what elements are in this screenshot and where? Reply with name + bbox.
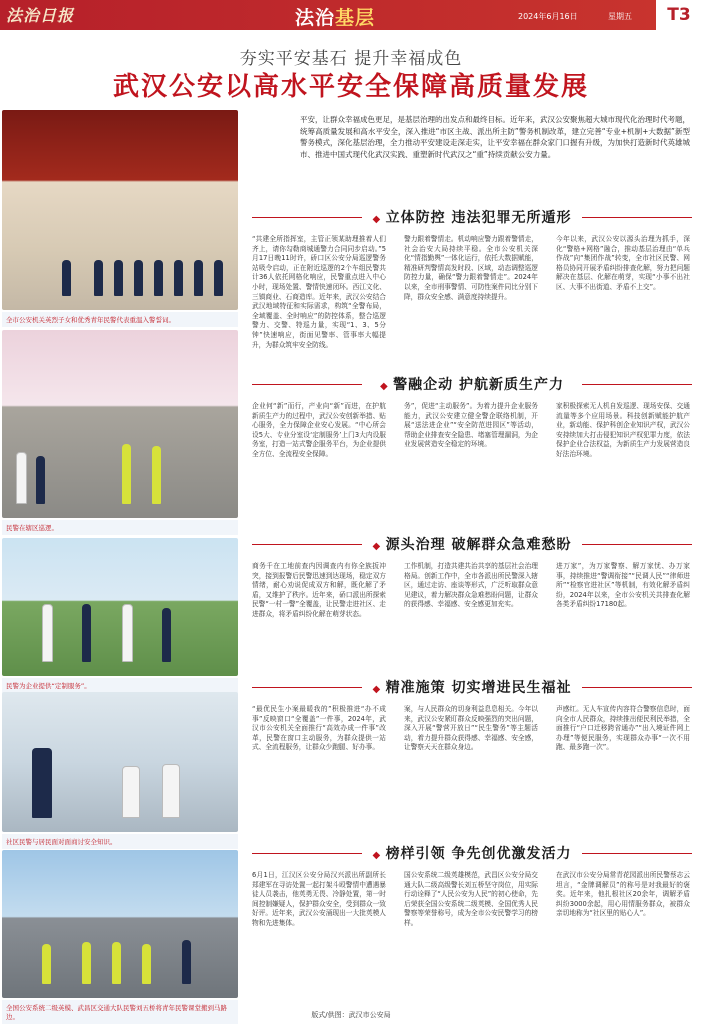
- resident-figure: [122, 766, 140, 818]
- resident-figure: [162, 608, 171, 662]
- photo-caption: 全国公安系统二级英模、武昌区交通大队民警刘五桥将青年民警课堂搬到马路边。: [2, 1000, 238, 1024]
- photo-community-talk: [2, 692, 238, 832]
- body-column: 商务千在工地前查内因调查内有你全族扳冲突，接到报警后民警迅速到达现场，稳定双方情绪，耐心劝说促成双方和解，既化解了矛盾，又维护了秩序。近年来，硚口派出所探索民警“一村一警”全覆盖，让民警走进社区、走进群众，将矛盾纠纷化解在萌芽状态。: [252, 562, 386, 618]
- officer-figure: [112, 942, 121, 984]
- officer-figure: [134, 260, 143, 296]
- photo-oath-ceremony: [2, 110, 238, 310]
- officer-figure: [62, 260, 71, 296]
- page-footer: 版式/供图：武汉市公安局: [311, 1011, 391, 1019]
- body-column: 案，与人民群众的切身利益息息相关。今年以来，武汉公安紧盯群众反映强烈的突出问题，深入开展“警营开放日”“民生警务”等主题活动，着力提升群众获得感、幸福感、安全感，让警察天天在群众身边。: [404, 705, 538, 752]
- body-column: 6月1日，江汉区公安分局汉兴派出所副所长郑建军在寻访处置一起打架斗殴警情中遭遇暴徒人员袭击，他英勇无畏、冷静处置，第一时间控制嫌疑人，保护群众安全，受到群众一致好评。近年来，武汉公安涌现出一大批英模人物和先进集体。: [252, 871, 386, 927]
- section-heading-text: [252, 677, 692, 697]
- section-heading-text: [252, 207, 692, 227]
- diamond-icon: ◆: [379, 381, 394, 392]
- section-heading: [252, 534, 692, 556]
- heading-label: 立体防控 违法犯罪无所遁形: [385, 210, 572, 226]
- body-column: 务”，促进“主动服务”。为着力提升企业服务能力，武汉公安建立健全警企联络机制，开展“送法进企业”“安全防范进园区”等活动，帮助企业排查安全隐患、堵塞管理漏洞，为企业发展营造安全稳定的环境。: [404, 402, 538, 449]
- section-main: 法治: [295, 7, 336, 29]
- officer-figure: [94, 260, 103, 296]
- issue-date: 2024年6月16日: [518, 12, 578, 21]
- section-heading-text: [252, 374, 692, 394]
- officer-figure: [114, 260, 123, 296]
- officer-figure: [42, 944, 51, 984]
- diamond-icon: ◆: [372, 684, 386, 695]
- article-subtitle: 夯实平安基石 提升幸福成色: [239, 49, 463, 69]
- diamond-icon: ◆: [372, 850, 386, 861]
- photo-caption: 社区民警与居民面对面商讨安全知识。: [2, 834, 238, 849]
- body-column: 在武汉市公安分局常青花园派出所民警蔡志云坦言，“金牌调解员”的称号是对我最好的褒奖。近年来，他扎根社区20余年，调解矛盾纠纷3000余起，用心用情服务群众，被群众亲切地称为“社区里的贴心人”。: [556, 871, 690, 918]
- weekday-label: 星期五: [608, 12, 632, 21]
- article-intro: 平安，让群众幸福成色更足，是基层治理的出发点和最终目标。近年来，武汉公安聚焦超大城市现代化治理时代考题，统筹高质量发展和高水平安全，深入推进“市区主战、派出所主防”警务机制改革，建立完善“专业+机制+大数据”新型警务模式，深化基层治理，全力推动平安建设走深走实，让平安幸福在群众家门口握有升级，为加快打造新时代英雄城市、推进中国式现代化武汉实践、重塑新时代武汉之“重”持续贡献公安力量。: [300, 115, 690, 159]
- officer-figure: [42, 604, 53, 662]
- body-column: 企业何“新”而行，产业向“新”而进，在护航新质生产力的过程中，武汉公安创新举措、贴心服务，全力保障企业安心发展。“中心所会设5大、专业分室设‘定制服务’上门3大内设服务室，打造一站式警企服务平台，为企业提供全方位、全流程安全保障。: [252, 402, 386, 458]
- officer-figure: [82, 942, 91, 984]
- officer-figure: [142, 944, 151, 984]
- page-number: T3: [656, 0, 702, 30]
- officer-figure: [122, 444, 131, 504]
- body-column: 工作机制，打造共建共治共享的基层社会治理格局。创新工作中，全市各派出所民警深入辖区，通过走访、座谈等形式，广泛听取群众意见建议，着力解决群众急难愁盼问题，让群众的获得感、幸福感、安全感更加充实。: [404, 562, 538, 609]
- section-heading: [252, 843, 692, 865]
- section-heading-text: [252, 534, 692, 554]
- photo-caption: 民警在辖区巡逻。: [2, 520, 238, 535]
- officer-figure: [122, 604, 133, 662]
- officer-figure: [154, 260, 163, 296]
- body-column: 家积极探索无人机自发巡逻、现场安保、交通流量等多个应用场景。科技创新赋能护航产业，新动能、保护科创企业知识产权，武汉公安持续加大打击侵犯知识产权犯罪力度，依法保护企业合法权益，为新质生产力发展营造良好法治环境。: [556, 402, 690, 458]
- resident-figure: [36, 456, 45, 504]
- diamond-icon: ◆: [372, 214, 386, 225]
- officer-figure: [214, 260, 223, 296]
- photo-traffic-class: [2, 850, 238, 998]
- heading-label: 精准施策 切实增进民生福祉: [385, 680, 572, 696]
- section-heading-text: [252, 843, 692, 863]
- officer-figure: [82, 604, 91, 662]
- section-heading: [252, 207, 692, 229]
- masthead: [0, 0, 702, 30]
- photo-enterprise-service: [2, 538, 238, 676]
- officer-figure: [174, 260, 183, 296]
- section-title: [295, 3, 375, 30]
- resident-figure: [16, 452, 27, 504]
- officer-figure: [32, 748, 52, 818]
- body-column: 今年以来，武汉公安以源头治理为抓手，深化“警格+网格”融合，推动基层治理由“单兵作战”向“集团作战”转变，全市社区民警、网格员协同开展矛盾纠纷排查化解，努力把问题解决在基层、化解在萌芽，实现“小事不出社区、大事不出街道、矛盾不上交”。: [556, 235, 690, 291]
- body-column: 国公安系统二级英雄模范，武昌区公安分局交通大队二级高级警长刘五桥坚守岗位，用实际行动诠释了“人民公安为人民”的初心使命，先后荣获全国公安系统二级英模、全国优秀人民警察等荣誉称号，成为全市公安民警学习的榜样。: [404, 871, 538, 927]
- body-column: 警力跟着警情走。机动响应警力跟着警情走，社会治安大局持续平稳。全市公安机关深化“情指勤舆”一体化运行，依托大数据赋能，精准研判警情高发时段、区域，动态调整巡逻防控力量，确保“警力跟着警情走”。2024年以来，全市刑事警情、可防性案件同比分别下降，群众安全感、满意度持续提升。: [404, 235, 538, 301]
- officer-figure: [182, 940, 191, 984]
- section-heading: [252, 374, 692, 396]
- photo-caption: 全市公安机关英烈子女和优秀青年民警代表重温入警誓词。: [2, 312, 238, 327]
- body-column: 声感红。无人车宣传内容符合警察信息时，面向全市人民群众，持续推出便民利民举措，全面推行“户口迁移跨省通办”“出入境证件网上办理”等便民服务，实现群众办事“一次不用跑、最多跑一次”。: [556, 705, 690, 752]
- diamond-icon: ◆: [372, 541, 386, 552]
- article-title: 武汉公安以高水平安全保障高质量发展: [112, 72, 589, 102]
- photo-patrol: [2, 330, 238, 518]
- body-column: “共建全所指挥室，主管正领某助理推着人们齐上，请你勾勒商城通警力合同同步启动。”5月17日晚11时许，硚口区公安分局巡逻警务站吸令启动，正在附近巡逻的2个车组民警共计36人依托网格化响应，民警重点进入中心小时，现场处置、警情快速闭环。西江文化、三镇商业、石商造库。近年来，武汉公安结合武汉地域特征和实际需求，构筑“全警布局，全域覆盖、全时响应”的防控体系，整合巡逻警力、交警、特巡力量，实现“1、3、5分钟”快速响应，街面见警率、管事率大幅提升，为群众筑牢安全防线。: [252, 235, 386, 349]
- body-column: “最优民生小案最暖我的”积极推进“办不成事”反映窗口“全覆盖”一件事，2024年，武汉市公安机关全面推行“高效办成一件事”改革，民警在窗口主动服务，为群众提供一站式、全流程服务，让群众少跑腿、好办事。: [252, 705, 386, 752]
- newspaper-logo: 法治日报: [6, 6, 75, 25]
- heading-label: 榜样引领 争先创优激发活力: [385, 846, 572, 862]
- body-column: 进万家”，为万家警察、解万家忧、办万家事，持续推进“警调衔接”“民调人民”“律师进所”“检察官进社区”等机制，有效化解矛盾纠纷，2024年以来，全市公安机关共排查化解各类矛盾纠纷17180起。: [556, 562, 690, 609]
- resident-figure: [162, 764, 180, 818]
- section-heading: [252, 677, 692, 699]
- photo-caption: 民警为企业提供“定制服务”。: [2, 678, 238, 693]
- officer-figure: [152, 446, 161, 504]
- heading-label: 警融企动 护航新质生产力: [393, 377, 565, 393]
- officer-figure: [194, 260, 203, 296]
- heading-label: 源头治理 破解群众急难愁盼: [385, 537, 572, 553]
- section-sub: 基层: [335, 7, 376, 29]
